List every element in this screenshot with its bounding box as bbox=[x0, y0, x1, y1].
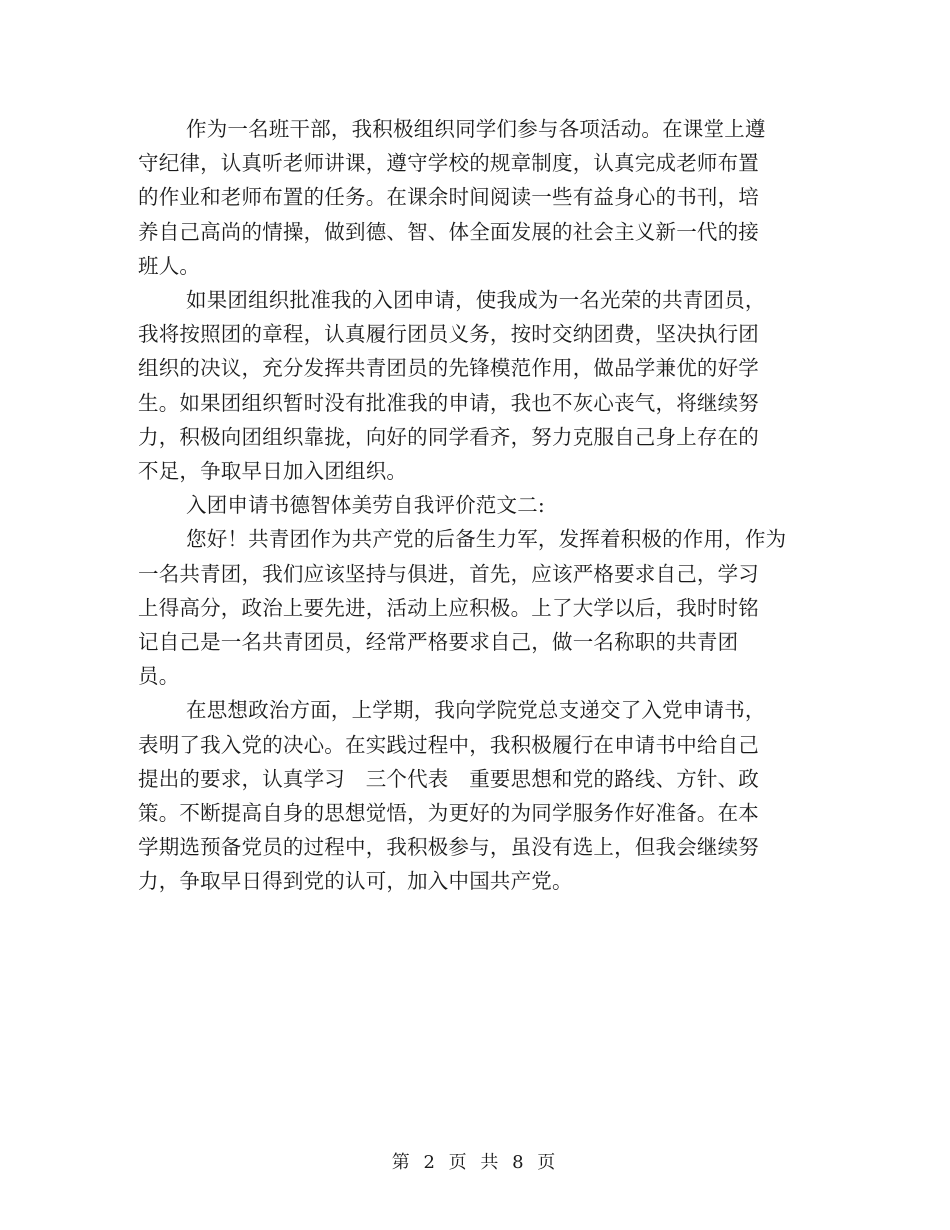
paragraph-2 bbox=[138, 283, 778, 488]
text-line: 力，争取早日得到党的认可，加入中国共产党。 bbox=[138, 869, 573, 894]
text-line: 作为一名班干部，我积极组织同学们参与各项活动。在课堂上遵 bbox=[186, 117, 766, 141]
text-line: 您好！共青团作为共产党的后备生力军，发挥着积极的作用，作为 bbox=[186, 527, 787, 552]
text-line: 一名共青团，我们应该坚持与俱进，首先，应该严格要求自己，学习 bbox=[138, 561, 759, 586]
text-line: 记自己是一名共青团员，经常严格要求自己，做一名称职的共青团 bbox=[138, 630, 739, 655]
text-line: 力，积极向团组织靠拢，向好的同学看齐，努力克服自己身上存在的 bbox=[138, 424, 759, 449]
text-line: 生。如果团组织暂时没有批准我的申请，我也不灰心丧气，将继续努 bbox=[138, 390, 759, 415]
text-line: 不足，争取早日加入团组织。 bbox=[138, 459, 408, 484]
text-line: 如果团组织批准我的入团申请，使我成为一名光荣的共青团员， bbox=[186, 288, 766, 313]
document-body bbox=[138, 112, 787, 899]
text-line: 员。 bbox=[138, 664, 180, 689]
paragraph-4 bbox=[138, 693, 778, 898]
section-heading bbox=[138, 488, 778, 522]
text-line: 策。不断提高自身的思想觉悟，为更好的为同学服务作好准备。在本 bbox=[138, 801, 759, 826]
text-line: 在思想政治方面，上学期，我向学院党总支递交了入党申请书， bbox=[186, 698, 766, 723]
paragraph-3 bbox=[138, 522, 787, 693]
text-line: 表明了我入党的决心。在实践过程中，我积极履行在申请书中给自己 bbox=[138, 732, 759, 757]
text-line: 的作业和老师布置的任务。在课余时间阅读一些有益身心的书刊，培 bbox=[138, 185, 759, 210]
text-line: 班人。 bbox=[138, 253, 201, 278]
text-line: 入团申请书德智体美劳自我评价范文二: bbox=[186, 493, 546, 518]
text-line: 学期选预备党员的过程中，我积极参与，虽没有选上，但我会继续努 bbox=[138, 835, 759, 860]
text-line: 养自己高尚的情操，做到德、智、体全面发展的社会主义新一代的接 bbox=[138, 219, 759, 244]
text-line: 提出的要求，认真学习 三个代表 重要思想和党的路线、方针、政 bbox=[138, 766, 759, 791]
text-line: 上得高分，政治上要先进，活动上应积极。上了大学以后，我时时铭 bbox=[138, 595, 759, 620]
text-line: 我将按照团的章程，认真履行团员义务，按时交纳团费，坚决执行团 bbox=[138, 322, 759, 347]
page-number-footer: 第 2 页 共 8 页 bbox=[391, 1152, 559, 1173]
paragraph-1 bbox=[138, 112, 778, 283]
text-line: 守纪律，认真听老师讲课，遵守学校的规章制度，认真完成老师布置 bbox=[138, 151, 759, 176]
text-line: 组织的决议，充分发挥共青团员的先锋模范作用，做品学兼优的好学 bbox=[138, 356, 759, 381]
